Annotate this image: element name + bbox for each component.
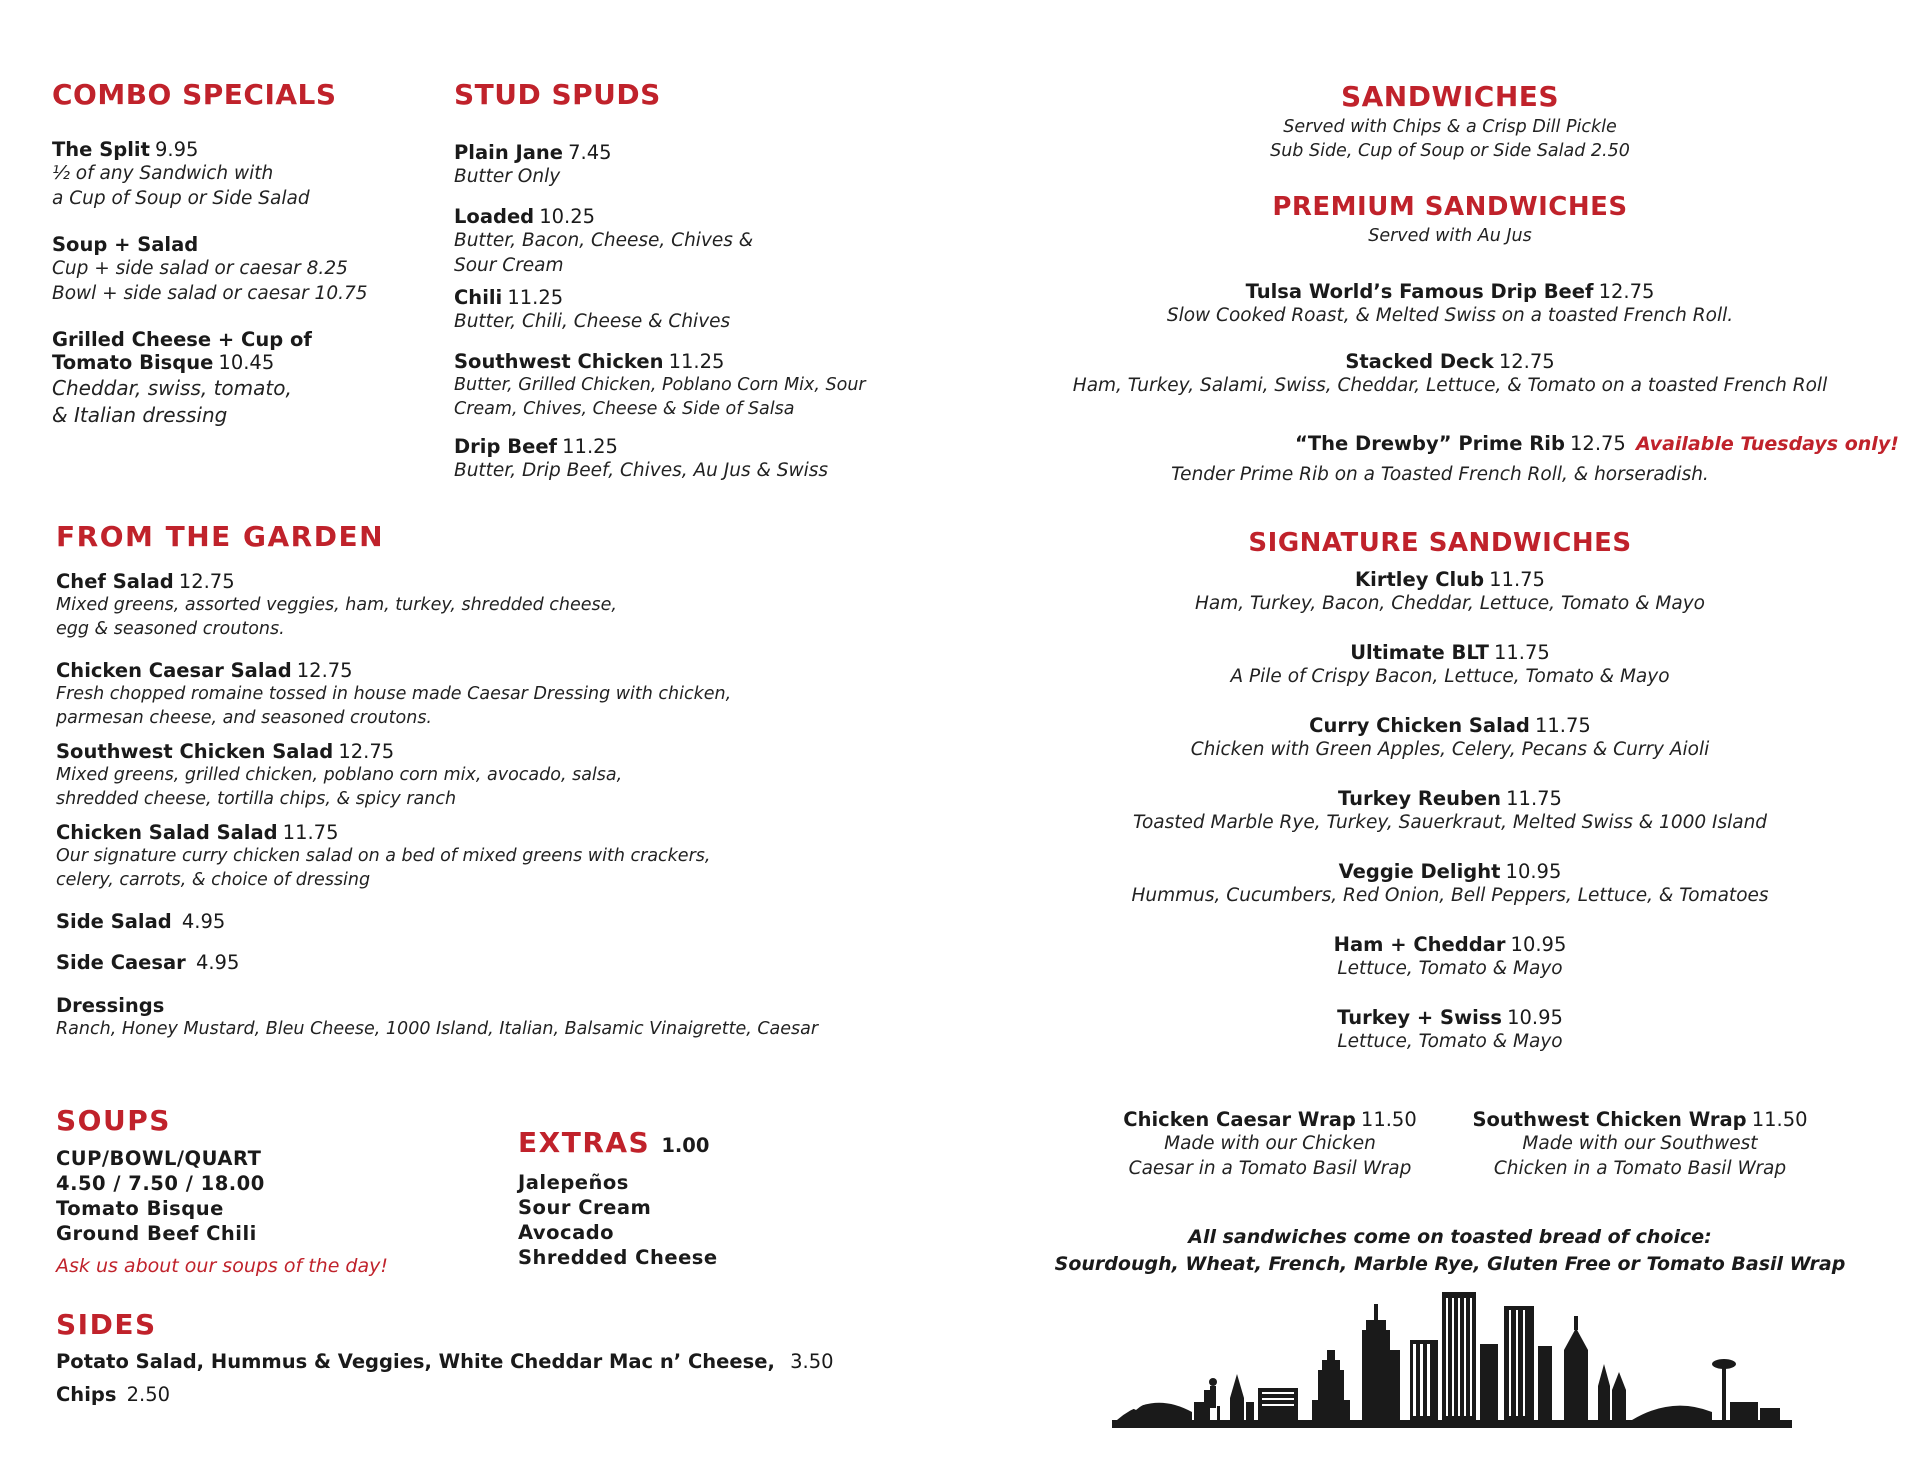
signature-items [1000, 568, 1900, 1054]
signature-item: Turkey Reuben 11.75 Toasted Marble Rye, Turkey, Sauerkraut, Melted Swiss & 1000 Island [1132, 787, 1768, 833]
stud-spuds-section [454, 78, 661, 111]
combo-specials-heading: COMBO SPECIALS [52, 78, 337, 111]
premium-heading: PREMIUM SANDWICHES [1272, 192, 1628, 222]
extras-heading: EXTRAS [518, 1126, 651, 1159]
garden-heading: FROM THE GARDEN [56, 520, 385, 553]
extras-section [518, 1126, 709, 1159]
sides-section [56, 1308, 157, 1341]
combo-item: The Split 9.95 ½ of any Sandwich with a Cup of Soup or Side Salad [52, 138, 310, 209]
sandwiches-section: SANDWICHES Served with Chips & a Crisp Dill Pickle Sub Side, Cup of Soup or Side Salad 2.50 [1010, 80, 1890, 163]
sandwiches-heading: SANDWICHES [1340, 80, 1560, 113]
sides-item: Chips 2.50 [56, 1383, 171, 1406]
garden-item: Chicken Salad Salad 11.75 Our signature curry chicken salad on a bed of mixed greens with crackers, celery, carrots, & choice of dressing [56, 821, 711, 890]
garden-item: Chicken Caesar Salad 12.75 Fresh chopped romaine tossed in house made Caesar Dressing with chicken, parmesan cheese, and seasoned croutons. [56, 659, 732, 728]
garden-item: Southwest Chicken Salad 12.75 Mixed greens, grilled chicken, poblano corn mix, avocado, salsa, shredded cheese, tortilla chips, & spicy ranch [56, 740, 623, 809]
signature-item: Curry Chicken Salad 11.75 Chicken with Green Apples, Celery, Pecans & Curry Aioli [1190, 714, 1710, 760]
combo-items [52, 138, 392, 428]
garden-item: Dressings Ranch, Honey Mustard, Bleu Cheese, 1000 Island, Italian, Balsamic Vinaigrette, Caesar [56, 994, 819, 1039]
tuesday-note: Available Tuesdays only! [1636, 433, 1899, 455]
combo-item: Soup + Salad Cup + side salad or caesar 8.25 Bowl + side salad or caesar 10.75 [52, 233, 368, 304]
spud-item: Chili 11.25 Butter, Chili, Cheese & Chives [454, 286, 731, 332]
signature-item: Kirtley Club 11.75 Ham, Turkey, Bacon, Cheddar, Lettuce, Tomato & Mayo [1195, 568, 1705, 614]
spud-item: Drip Beef 11.25 Butter, Drip Beef, Chives, Au Jus & Swiss [454, 435, 829, 481]
signature-item: Ham + Cheddar 10.95 Lettuce, Tomato & Mayo [1333, 933, 1567, 979]
garden-items [56, 570, 956, 1041]
premium-section: PREMIUM SANDWICHES Served with Au Jus [1010, 192, 1890, 248]
spud-item: Loaded 10.25 Butter, Bacon, Cheese, Chives & Sour Cream [454, 205, 754, 276]
premium-item: “The Drewby” Prime Rib 12.75 Available Tuesdays only! [1295, 432, 1899, 455]
premium-items [1010, 280, 1890, 398]
soups-heading: SOUPS [56, 1104, 171, 1137]
signature-item: Veggie Delight 10.95 Hummus, Cucumbers, Red Onion, Bell Peppers, Lettuce, & Tomatoes [1131, 860, 1769, 906]
signature-heading: SIGNATURE SANDWICHES [1248, 528, 1632, 558]
soups-section [56, 1104, 171, 1137]
stud-spuds-heading: STUD SPUDS [454, 78, 661, 111]
spud-item: Plain Jane 7.45 Butter Only [454, 141, 612, 187]
sides-item: Potato Salad, Hummus & Veggies, White Cheddar Mac n’ Cheese, 3.50 [56, 1350, 834, 1373]
sides-heading: SIDES [56, 1308, 157, 1341]
garden-item: Chef Salad 12.75 Mixed greens, assorted veggies, ham, turkey, shredded cheese, egg & seasoned croutons. [56, 570, 617, 639]
spud-item: Southwest Chicken 11.25 Butter, Grilled Chicken, Poblano Corn Mix, Sour Cream, Chives, Cheese & Side of Salsa [454, 350, 866, 419]
extras-list: Jalepeños Sour Cream Avocado Shredded Cheese [518, 1171, 718, 1269]
spud-items [454, 141, 924, 483]
premium-item: Stacked Deck 12.75 Ham, Turkey, Salami, Swiss, Cheddar, Lettuce, & Tomato on a toasted French Roll [1072, 350, 1828, 396]
garden-section [56, 520, 384, 553]
city-skyline-illustration [1112, 1290, 1792, 1430]
bread-note: All sandwiches come on toasted bread of choice: Sourdough, Wheat, French, Marble Rye, Gluten Free or Tomato Basil Wrap [1054, 1226, 1846, 1275]
combo-item: Grilled Cheese + Cup of Tomato Bisque 10.45 Cheddar, swiss, tomato, & Italian dressing [52, 328, 312, 427]
wrap-item: Southwest Chicken Wrap 11.50 Made with our Southwest Chicken in a Tomato Basil Wrap [1472, 1108, 1808, 1179]
soups-note: Ask us about our soups of the day! [56, 1255, 388, 1277]
garden-item: Side Caesar 4.95 [56, 951, 240, 974]
combo-specials-section [52, 78, 337, 111]
sides-list [56, 1350, 876, 1406]
garden-item: Side Salad 4.95 [56, 910, 226, 933]
signature-item: Turkey + Swiss 10.95 Lettuce, Tomato & Mayo [1337, 1006, 1563, 1052]
extras-price: 1.00 [661, 1134, 710, 1157]
signature-section [1000, 528, 1880, 558]
premium-item: Tulsa World’s Famous Drip Beef 12.75 Slow Cooked Roast, & Melted Swiss on a toasted French Roll. [1166, 280, 1734, 326]
soups-list: CUP/BOWL/QUART 4.50 / 7.50 / 18.00 Tomato Bisque Ground Beef Chili Ask us about our soups of the day! [56, 1146, 456, 1279]
premium-item-desc: Tender Prime Rib on a Toasted French Roll, & horseradish. [1171, 464, 1709, 485]
signature-item: Ultimate BLT 11.75 A Pile of Crispy Bacon, Lettuce, Tomato & Mayo [1230, 641, 1670, 687]
wrap-item: Chicken Caesar Wrap 11.50 Made with our Chicken Caesar in a Tomato Basil Wrap [1123, 1108, 1417, 1179]
